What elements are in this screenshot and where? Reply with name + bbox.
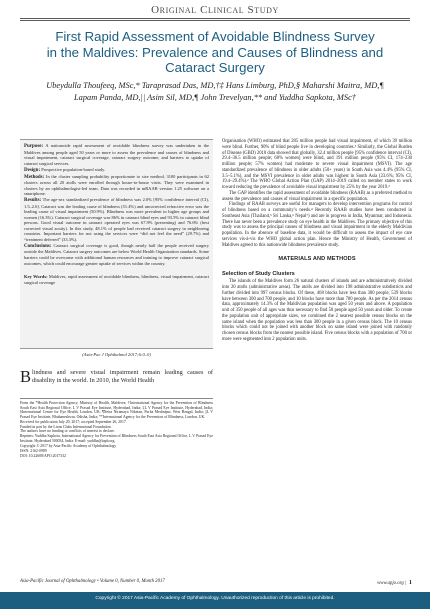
journal-info: Asia-Pacific Journal of Ophthalmology • Volume 0, Number 0, Month 2017 xyxy=(20,579,165,584)
drop-cap: B xyxy=(20,366,32,386)
affiliation-note: ISSN: 2162-0989 xyxy=(20,448,47,453)
body-paragraph: Findings of RAAB surveys are useful for managers to develop intervention programs for control of blindness based on a community’s needs.⁴ Recently RAAB studies have been conducted in Southeast Asia (Thailand,⁵ Sri Lanka,⁶ Nepal⁷) and are in progress in India, Myanmar, and Indonesia. There has never been a prevalence study on eye health in the Maldives. The primary objective of this study was to assess the principal causes of blindness and visual impairment in the elderly Maldivian population. In the absence of baseline data, it would be difficult to assess the impact of eye care services vis-à-vis the WHO global action plan. Hence the Ministry of Health, Government of Maldives agreed to this nationwide blindness prevalence study. xyxy=(222,202,412,248)
title-line: in the Maldives: Prevalence and Causes of Blindness and xyxy=(46,44,384,60)
subsection-heading: Selection of Study Clusters xyxy=(222,271,295,278)
copyright-notice: Copyright © 2017 Asia-Pacific Academy of Ophthalmology. Unauthorized reproduction of this article is prohibited. xyxy=(95,596,335,601)
body-paragraph: The GAP identifies the rapid assessment of avoidable blindness (RAAB) as a preferred method to assess the prevalence and causes of visual impairment in a specific population. xyxy=(222,190,412,202)
section-heading: MATERIALS AND METHODS xyxy=(278,256,356,263)
author-list xyxy=(20,80,410,103)
header-rule xyxy=(20,20,410,21)
right-column xyxy=(222,139,412,343)
header-rule xyxy=(20,18,410,19)
affiliation-note: DOI: 10.22608/APO.2017332 xyxy=(20,453,66,458)
footer-separator: | xyxy=(404,581,406,586)
affiliation-note: Funded in part by the Lions Clubs International Foundation. xyxy=(20,424,112,429)
affiliations xyxy=(20,401,213,459)
affiliation-note: Copyright © 2017 by Asia-Pacific Academy of Ophthalmology xyxy=(20,443,117,448)
journal-url[interactable]: www.apjo.org xyxy=(377,581,404,586)
affiliation-note: Reprints: Yuddha Sapkota, International Agency for Prevention of Blindness South East Asia Regional Office, L V Prasad Eye Institute, Hyderabad 500034, India. E-mail: yuddha@iapb.org. xyxy=(20,434,213,443)
affiliation-note: From the *Health Protection Agency, Ministry of Health, Maldives; †International Agency for the Prevention of Blindness South East Asia Regional Office, L V Prasad Eye Institute, Hyderabad, India; ‡L V Prasad Eye Institute, Hyderabad, India; §International Centre for Eye Health, London, UK; ¶Netra Niramaya Niketan, Purba Medinipur, West Bengal, India; ||L V Prasad Eye Institute, Bhubaneshwar, Odisha, India; **International Agency for the Prevention of Blindness, London, UK. xyxy=(20,401,213,419)
title-line: Cataract Surgery xyxy=(165,60,265,75)
abstract-conclusions: Conclusions: Cataract surgical coverage is good, though nearly half the people received surgery outside the Maldives. Cataract surgery outcomes are below World Health Organization standards. Some barriers could be overcome with additional human resources and training to improve cataract surgical outcomes, which could encourage greater uptake of services within the country. xyxy=(24,242,209,266)
article-title xyxy=(20,29,410,76)
body-paragraph: Organisation (WHO) estimated that 285 million people had visual impairment, of which 39 million were blind. Further, 90% of blind people live in developing countries.¹ Similarly, the Global Burden of Disease (GBD) 2010 data showed that globally, 32.4 million people [95% confidence interval (CI), 29.4–36.5 million people; 60% women] were blind, and 191 million people (95% CI, 174–230 million people; 57% women) had moderate to severe visual impairment (MSVI). The age standardized prevalence of blindness in older adults (50+ years) in South Asia was 4.4% (95% CI, 3.5–5.1%), and the MSVI prevalence in older adults was highest in South Asia (23.6%; 95% CI, 19.4–29.4%).² The WHO Global Action Plan (GAP) 2014–2019 called on member states to work toward reducing the prevalence of avoidable visual impairment by 25% by the year 2019.³ xyxy=(222,139,412,190)
abstract-results: Results: The age-sex standardized prevalence of blindness was 2.0% [95% confidence interval (CI), 1.5–2.6]. Cataract was the leading cause of blindness (51.4%) and uncorrected refractive error was the leading cause of visual impairment (50.9%). Blindness was more prevalent in higher age groups and women (16.3%). Cataract surgical coverage was 86% in cataract blind eyes and 93.5% in cataract blind persons. Good visual outcome in cataract operated eyes was 67.9% (presenting) and 76.6% (best corrected visual acuity). In this study, 48.1% of people had received cataract surgery in neighboring countries. Important barriers for not using the services were “did not feel the need” (29.7%) and “treatment deferred” (33.3%). xyxy=(24,197,209,242)
authors-line: Lapam Panda, MD,|| Asim Sil, MD,¶ John Trevelyan,** and Yuddha Sapkota, MSc† xyxy=(73,92,356,102)
affiliation-note: The authors have no funding or conflicts of interest to declare. xyxy=(20,429,115,434)
body-paragraph: The islands of the Maldives form 26 natural clusters of islands and are administratively divided into 20 atolls (administrative areas). The atolls are divided into 198 administrative subdistricts and further divided into 997 census blocks. Of these, 468 blocks have less than 300 people, 539 blocks have between 300 and 700 people, and 10 blocks have more than 700 people. As per the 2014 census data, approximately 14.3% of the Maldivian population was aged 50 years and above. A population unit of 350 people of all ages was thus necessary to find 50 people aged 50 years and older. To create the population unit of appropriate sizes, we combined the 2 nearest possible census blocks on the same island when the population was less than 300 people in a given census block. The 10 census blocks which could not be joined with another block on same island were joined with randomly chosen census blocks from the nearest possible island. Five census blocks with a population of 700 or more were segmented into 2 population units. xyxy=(222,279,412,342)
section-label: Original Clinical Study xyxy=(151,4,279,16)
abstract xyxy=(20,139,213,349)
abstract-keywords: Key Words: Maldives, rapid assessment of avoidable blindness, blindness, visual impairment, cataract surgical coverage xyxy=(24,274,209,285)
abstract-design: Design: Prospective population-based study. xyxy=(24,166,106,173)
title-line: First Rapid Assessment of Avoidable Blindness Survey xyxy=(55,29,375,44)
intro-paragraph: Blindness and severe visual impairment remain leading causes of disability in the world. In 2010, the World Health xyxy=(20,366,213,386)
footnote-rule xyxy=(20,398,213,399)
affiliation-note: Received for publication July 20, 2017; accepted September 26, 2017. xyxy=(20,419,127,424)
page-number: 1 xyxy=(408,579,412,586)
abstract-methods: Methods: In the cluster sampling probability proportionate to size method, 3100 participants in 62 clusters across all 20 atolls were enrolled through house-to-house visits. They were examined in clusters by an ophthalmologist-led team. Data was recorded in mRAAB version 1.25 software on a smartphone. xyxy=(24,173,209,197)
authors-line: Ubeydulla Thoufeeq, MSc,* Taraprasad Das, MD,†‡ Hans Limburg, PhD,§ Maharshi Maitra, MD,¶ xyxy=(46,81,384,90)
abstract-purpose: Purpose: A nationwide rapid assessment of avoidable blindness survey was undertaken in the Maldives among people aged 50 years or more to assess the prevalence and causes of blindness and visual impairment, cataract surgical coverage, cataract surgery outcome, and barriers to uptake of cataract surgical services. xyxy=(24,143,209,166)
footer-right xyxy=(377,579,412,586)
citation: (Asia-Pac J Ophthalmol 2017;6:0–0) xyxy=(82,352,151,357)
